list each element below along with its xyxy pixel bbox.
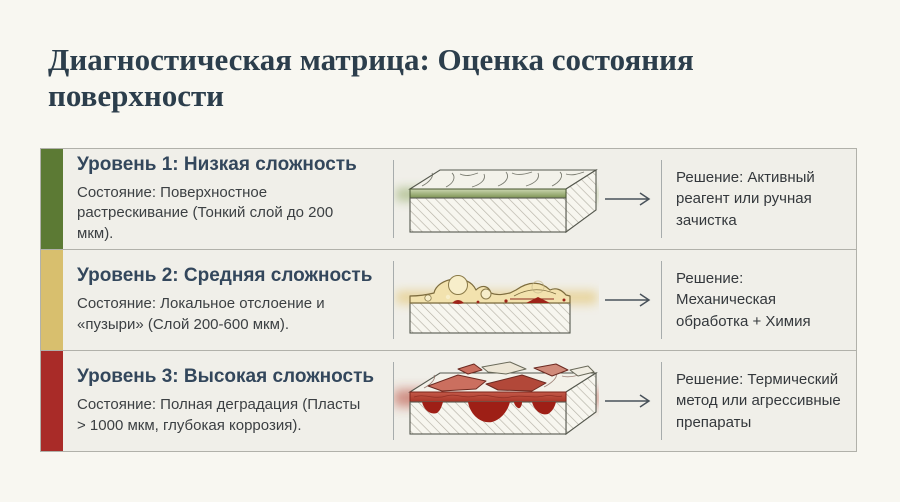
row-text-cell <box>63 250 393 350</box>
solution-text: Решение: Активный реагент или ручная зачистка <box>676 169 815 229</box>
level-title: Уровень 2: Средняя сложность <box>77 265 373 287</box>
solution-cell <box>662 149 856 249</box>
arrow-cell <box>599 250 661 350</box>
arrow-cell <box>599 149 661 249</box>
cracked-surface-illustration <box>394 158 599 240</box>
accent-bar-level-2 <box>41 250 63 350</box>
solution-cell <box>662 250 856 350</box>
solution-cell <box>662 351 856 451</box>
blistered-surface-illustration <box>394 259 599 341</box>
level-title: Уровень 3: Высокая сложность <box>77 366 375 388</box>
arrow-right-icon <box>604 292 656 308</box>
illustration-cell <box>394 149 599 249</box>
condition-text: Состояние: Локальное отслоение и «пузыри» (Слой 200-600 мкм). <box>77 295 325 333</box>
matrix-row-level-2 <box>41 249 856 350</box>
illustration-cell <box>394 351 599 451</box>
arrow-right-icon <box>604 393 656 409</box>
condition-text: Состояние: Поверхностное растрескивание (Тонкий слой до 200 мкм). <box>77 183 334 242</box>
arrow-right-icon <box>604 191 656 207</box>
accent-bar-level-3 <box>41 351 63 451</box>
arrow-cell <box>599 351 661 451</box>
level-title: Уровень 1: Низкая сложность <box>77 153 357 175</box>
diagnostic-matrix <box>40 148 857 452</box>
illustration-cell <box>394 250 599 350</box>
solution-text: Решение: Механическая обработка + Химия <box>676 270 811 330</box>
degraded-surface-illustration <box>394 360 599 442</box>
row-text-cell <box>63 351 393 451</box>
condition-text: Состояние: Полная деградация (Пласты > 1000 мкм, глубокая коррозия). <box>77 396 361 434</box>
solution-text: Решение: Термический метод или агрессивные препараты <box>676 371 841 431</box>
accent-bar-level-1 <box>41 149 63 249</box>
row-text-cell <box>63 149 393 249</box>
page-title: Диагностическая матрица: Оценка состояния поверхности <box>48 42 694 113</box>
matrix-row-level-1 <box>41 149 856 249</box>
matrix-row-level-3 <box>41 350 856 451</box>
